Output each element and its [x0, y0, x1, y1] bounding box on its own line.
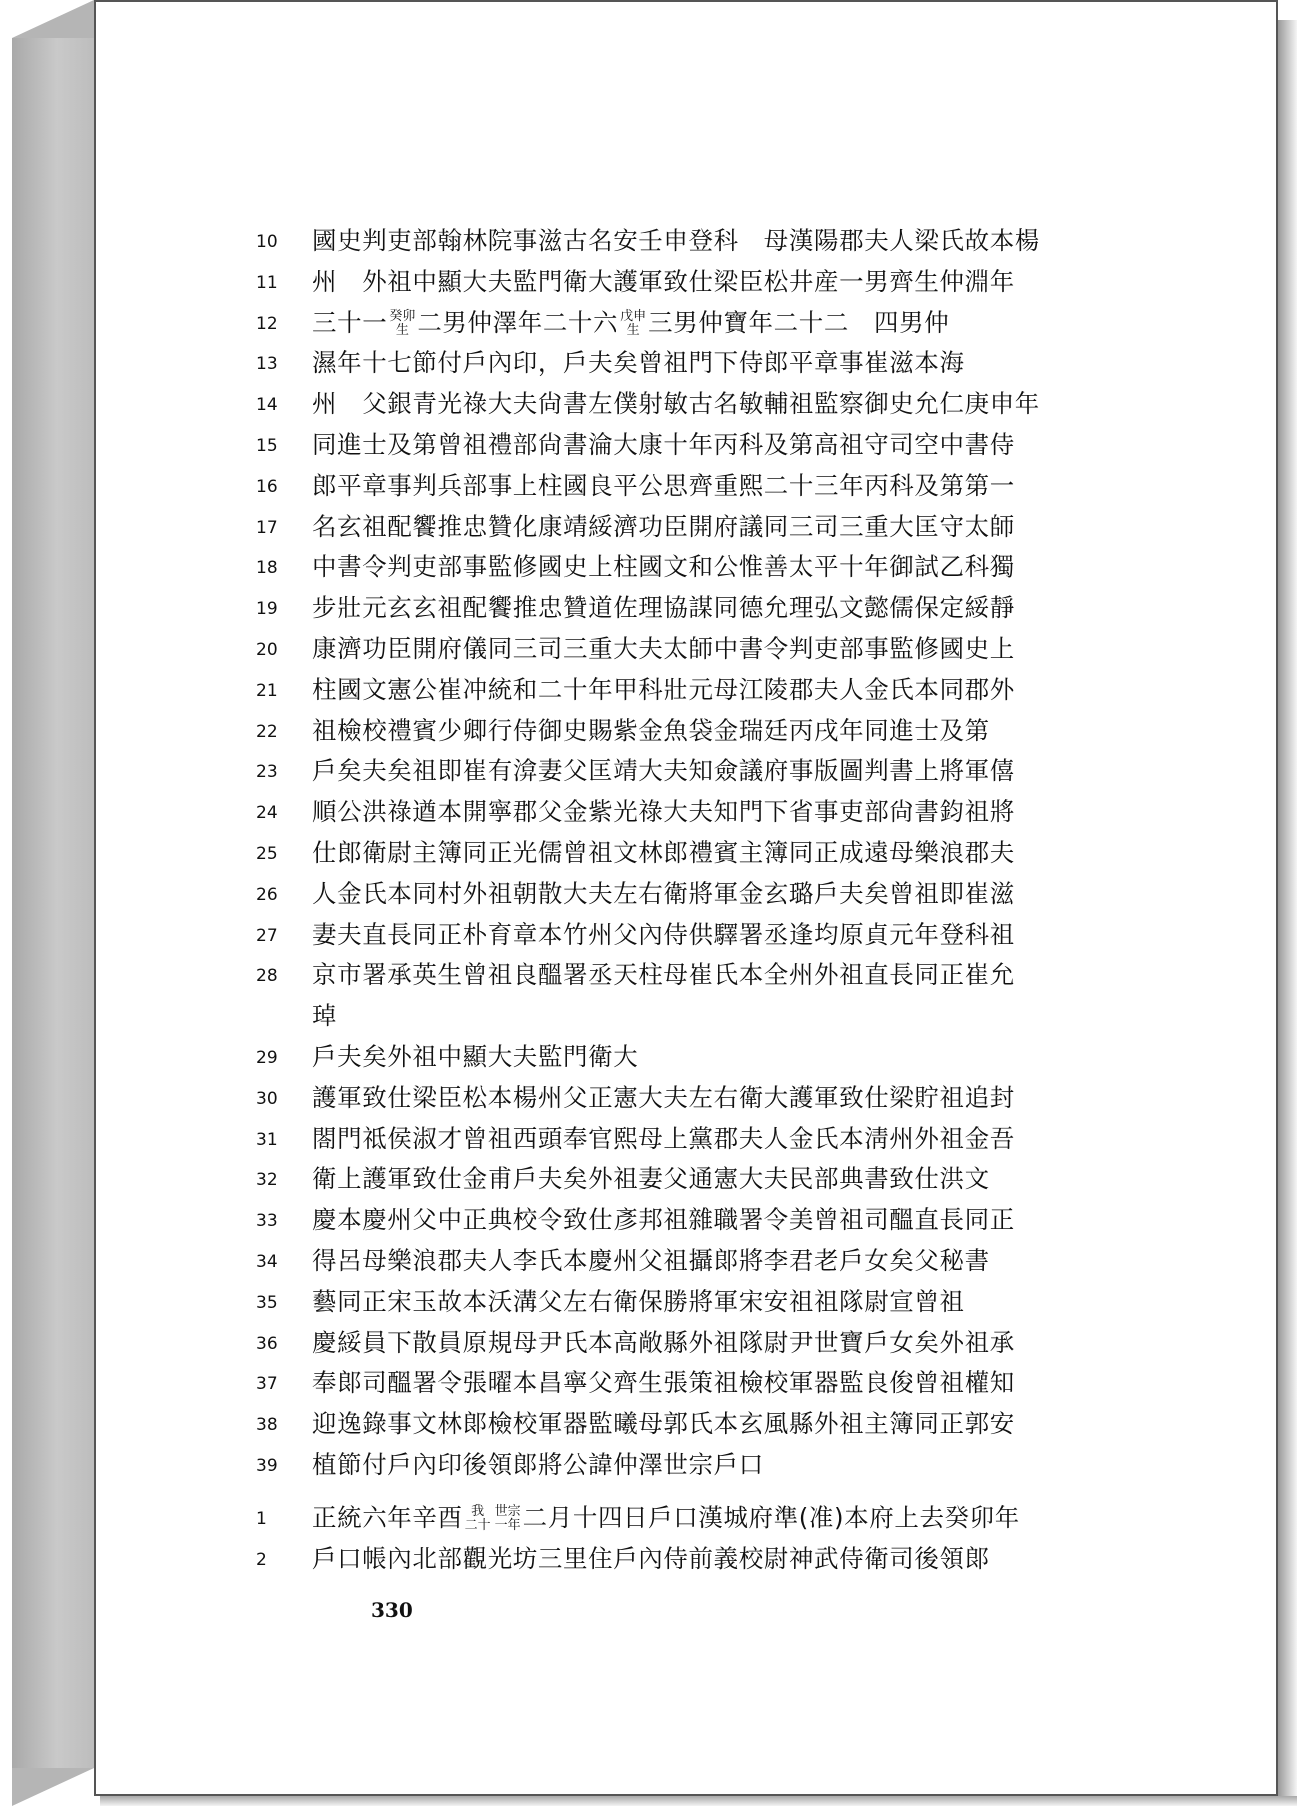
line-text: 植節付戶內印後領郞將公諱仲澤世宗戶口 — [312, 1449, 764, 1479]
line-text: 順公洪祿遒本開寧郡父金紫光祿大夫知門下省事吏部尙書鈞祖將 — [312, 797, 1015, 827]
line-text-part: 三男仲寶年二十二 四男仲 — [648, 307, 950, 337]
line-text: 迎逸錄事文林郞檢校軍器監曦母郭氏本玄風縣外祖主簿同正郭安 — [312, 1409, 1015, 1439]
text-line — [256, 834, 1256, 875]
line-number: 21 — [256, 680, 278, 701]
line-text-part: 正統六年辛酉 — [312, 1502, 463, 1532]
line-text: 京市署承英生曾祖良醞署丞天柱母崔氏本全州外祖直長同正崔允 — [312, 960, 1015, 990]
text-line — [256, 1160, 1256, 1201]
line-text: 步壯元玄玄祖配饗推忠贊道佐理協謀同德允理弘文懿儒保定綏靜 — [312, 593, 1015, 623]
line-number: 26 — [256, 884, 278, 905]
note-top: 世宗 — [494, 1503, 521, 1519]
line-number: 2 — [256, 1549, 267, 1570]
line-text: 濕年十七節付戶內印，戶夫矣曾祖門下侍郎平章事崔滋本海 — [312, 348, 965, 378]
note-bottom: 生 — [626, 322, 640, 338]
text-line — [256, 222, 1256, 263]
line-number: 31 — [256, 1129, 278, 1150]
line-text: 慶本慶州父中正典校令致仕彥邦祖雜職署令美曾祖司醞直長同正 — [312, 1205, 1015, 1235]
line-number: 14 — [256, 395, 278, 416]
text-line — [256, 916, 1256, 957]
book-spine-top — [12, 0, 94, 38]
line-number: 20 — [256, 639, 278, 660]
line-text: 柱國文憲公崔冲統和二十年甲科壯元母江陵郡夫人金氏本同郡外 — [312, 674, 1015, 704]
interlinear-note — [495, 1505, 521, 1533]
text-line — [256, 752, 1256, 793]
line-text: 戶矣夫矣祖即崔有渰妻父匡靖大夫知僉議府事版圖判書上將軍僖 — [312, 756, 1015, 786]
line-number: 34 — [256, 1251, 278, 1272]
text-line — [256, 344, 1256, 385]
text-line — [256, 956, 1256, 997]
text-lines — [256, 222, 1256, 1580]
text-line — [256, 1364, 1256, 1405]
line-text: 妻夫直長同正朴育章本竹州父內侍供驛署丞逢均原貞元年登科祖 — [312, 919, 1015, 949]
text-line — [256, 1540, 1256, 1581]
line-number: 32 — [256, 1170, 278, 1191]
text-line — [256, 1079, 1256, 1120]
text-line — [256, 508, 1256, 549]
text-line — [256, 263, 1256, 304]
line-text: 名玄祖配饗推忠贊化康靖綏濟功臣開府議同三司三重大匡守太師 — [312, 511, 1015, 541]
text-line — [256, 793, 1256, 834]
book-spine — [12, 38, 94, 1768]
line-number: 12 — [256, 313, 278, 334]
note-top: 我 — [471, 1503, 485, 1519]
interlinear-note — [465, 1505, 491, 1533]
line-text: 國史判吏部翰林院事滋古名安壬申登科 母漢陽郡夫人梁氏故本楊 — [312, 226, 1040, 255]
text-line — [256, 630, 1256, 671]
line-text-part: 二月十四日戶口漢城府準(准)本府上去癸卯年 — [522, 1502, 1020, 1532]
line-text: 中書令判吏部事監修國史上柱國文和公惟善太平十年御試乙科獨 — [312, 552, 1015, 582]
text-line — [256, 304, 1256, 345]
line-text: 閤門祗侯淑才曾祖西頭奉官熙母上黨郡夫人金氏本淸州外祖金吾 — [312, 1123, 1015, 1153]
line-number: 11 — [256, 272, 278, 293]
interlinear-note — [620, 310, 646, 338]
line-number: 13 — [256, 354, 278, 375]
line-text-part: 二男仲澤年二十六 — [417, 307, 619, 337]
text-line — [256, 385, 1256, 426]
text-line — [256, 1242, 1256, 1283]
note-top: 癸卯 — [389, 308, 416, 324]
text-line — [256, 1446, 1256, 1487]
line-text: 衛上護軍致仕金甫戶夫矣外祖妻父通憲大夫民部典書致仕洪文 — [312, 1164, 990, 1194]
line-number: 29 — [256, 1047, 278, 1068]
text-line — [256, 1120, 1256, 1161]
note-bottom: 一年 — [494, 1517, 521, 1533]
line-number: 10 — [256, 232, 278, 252]
line-number: 24 — [256, 803, 278, 824]
line-number: 25 — [256, 843, 278, 864]
line-text: 琸 — [312, 1001, 338, 1031]
line-text: 郎平章事判兵部事上柱國良平公思齊重熙二十三年丙科及第第一 — [312, 470, 1015, 500]
page-shadow-right — [1278, 20, 1297, 1806]
note-top: 戊申 — [620, 308, 647, 324]
line-text: 護軍致仕梁臣松本楊州父正憲大夫左右衛大護軍致仕梁貯祖追封 — [312, 1082, 1015, 1112]
line-number: 19 — [256, 599, 278, 620]
line-number: 38 — [256, 1415, 278, 1436]
line-number: 27 — [256, 925, 278, 946]
line-number: 28 — [256, 966, 278, 987]
line-text: 州 父銀青光祿大夫尙書左僕射敏古名敏輔祖監察御史允仁庚申年 — [312, 389, 1040, 419]
text-line — [256, 548, 1256, 589]
line-text — [312, 304, 949, 339]
line-number: 16 — [256, 476, 278, 497]
text-line — [256, 1283, 1256, 1324]
text-line-continuation — [256, 997, 1256, 1038]
text-line — [256, 467, 1256, 508]
line-number: 37 — [256, 1374, 278, 1395]
text-line — [256, 671, 1256, 712]
book-spine-bottom — [12, 1768, 94, 1806]
line-number: 18 — [256, 558, 278, 579]
line-text: 藝同正宋玉故本沃溝父左右衛保勝將軍宋安祖祖隊尉宣曾祖 — [312, 1286, 965, 1316]
text-line — [256, 426, 1256, 467]
line-text: 州 外祖中顯大夫監門衛大護軍致仕梁臣松井産一男齊生仲淵年 — [312, 266, 1015, 296]
line-number: 39 — [256, 1455, 278, 1476]
text-line — [256, 1324, 1256, 1365]
line-number: 22 — [256, 721, 278, 742]
line-text — [312, 1499, 1020, 1534]
line-text: 人金氏本同村外祖朝散大夫左右衛將軍金玄璐戶夫矣曾祖即崔滋 — [312, 878, 1015, 908]
line-text: 康濟功臣開府儀同三司三重大夫太師中書令判吏部事監修國史上 — [312, 633, 1015, 663]
interlinear-note — [389, 310, 415, 338]
text-line — [256, 589, 1256, 630]
line-text: 慶綏員下散員原規母尹氏本高敞縣外祖隊尉尹世寶戶女矣外祖承 — [312, 1327, 1015, 1357]
line-text: 仕郎衛尉主簿同正光儒曾祖文林郎禮賓主簿同正成遠母樂浪郡夫 — [312, 837, 1015, 867]
line-number: 23 — [256, 762, 278, 783]
line-number: 1 — [256, 1508, 267, 1529]
line-text: 祖檢校禮賓少卿行侍御史賜紫金魚袋金瑞廷丙戌年同進士及第 — [312, 715, 990, 745]
line-text: 戶口帳內北部觀光坊三里住戶內侍前義校尉神武侍衛司後領郞 — [312, 1543, 990, 1573]
line-text: 奉郞司醞署令張曜本昌寧父齊生張策祖檢校軍器監良俊曾祖權知 — [312, 1368, 1015, 1398]
text-line — [256, 875, 1256, 916]
line-number: 15 — [256, 435, 278, 456]
line-text: 得呂母樂浪郡夫人李氏本慶州父祖攝郞將李君老戶女矣父秘書 — [312, 1245, 990, 1275]
line-number: 17 — [256, 517, 278, 538]
line-text: 戶夫矣外祖中顯大夫監門衛大 — [312, 1041, 639, 1071]
text-line — [256, 712, 1256, 753]
section-gap — [256, 1487, 1256, 1499]
page-shadow-bottom — [100, 1796, 1297, 1806]
note-bottom: 生 — [395, 322, 409, 338]
text-line — [256, 1201, 1256, 1242]
line-number: 33 — [256, 1211, 278, 1232]
line-text: 同進士及第曾祖禮部尙書淪大康十年丙科及第高祖守司空中書侍 — [312, 429, 1015, 459]
document-page — [94, 0, 1278, 1796]
line-text-part: 三十一 — [312, 307, 388, 337]
line-number: 30 — [256, 1088, 278, 1109]
note-bottom: 二十 — [464, 1517, 491, 1533]
page-number: 330 — [371, 1598, 413, 1622]
text-line — [256, 1038, 1256, 1079]
text-line — [256, 1405, 1256, 1446]
text-line — [256, 1499, 1256, 1540]
line-number: 36 — [256, 1333, 278, 1354]
line-number: 35 — [256, 1292, 278, 1313]
